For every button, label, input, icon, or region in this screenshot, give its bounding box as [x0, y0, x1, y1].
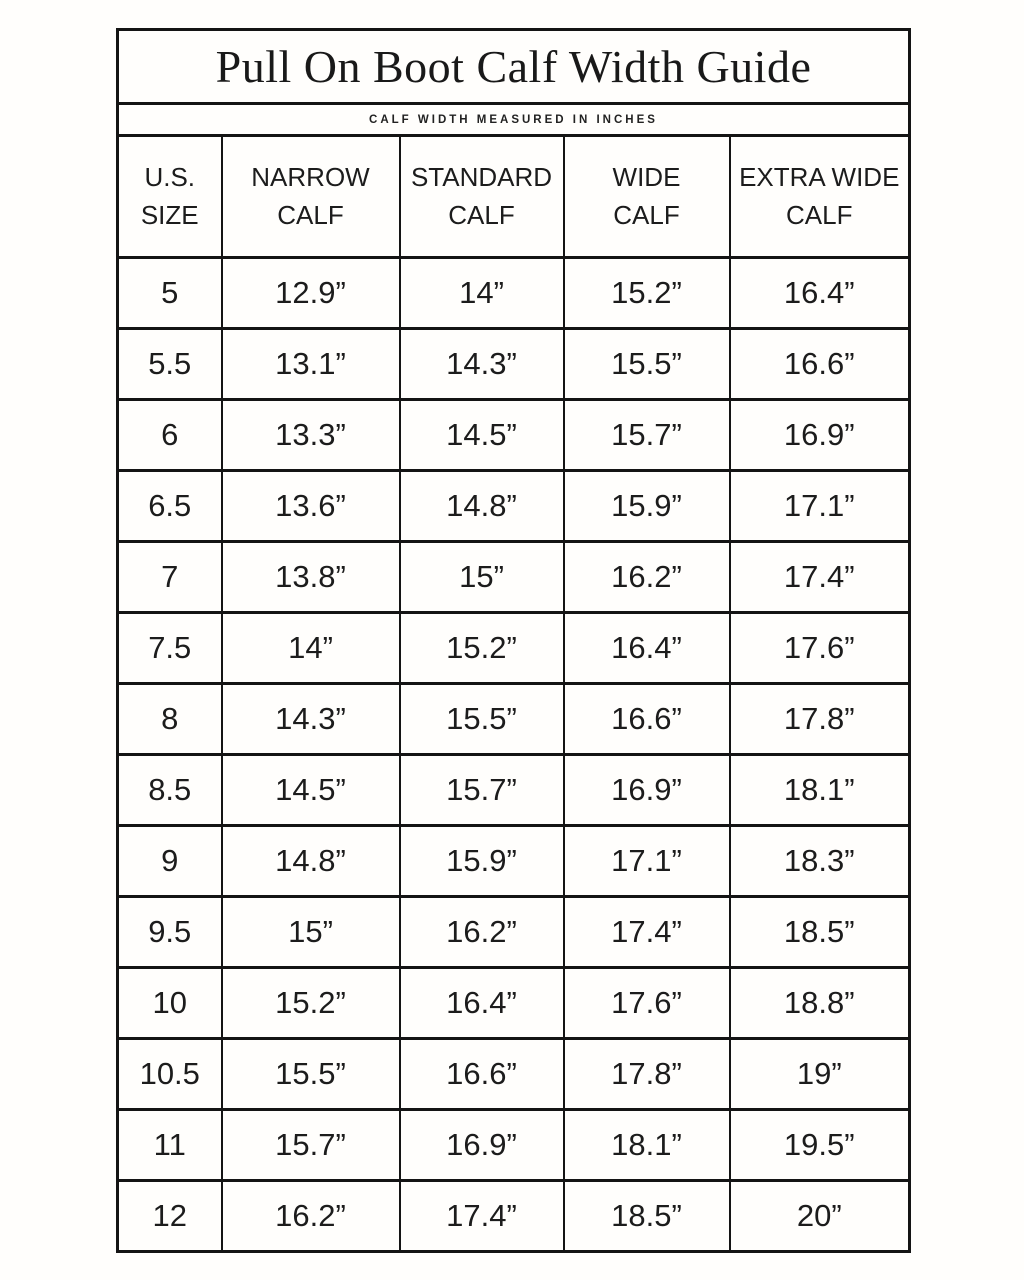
table-cell-narrow: 14.5”: [222, 755, 400, 826]
table-cell-wide: 16.4”: [564, 613, 730, 684]
table-cell-narrow: 13.1”: [222, 329, 400, 400]
column-header-line: U.S.: [144, 161, 196, 192]
table-cell-wide: 18.5”: [564, 1181, 730, 1252]
table-body: [118, 258, 910, 1252]
table-row: [118, 258, 910, 329]
table-cell-extra_wide: 19”: [730, 1039, 910, 1110]
column-header-line: SIZE: [140, 199, 199, 230]
column-header-line: CALF: [448, 199, 515, 230]
table-cell-wide: 17.6”: [564, 968, 730, 1039]
table-cell-standard: 14.8”: [400, 471, 564, 542]
table-cell-wide: 17.8”: [564, 1039, 730, 1110]
column-header-standard-calf: [400, 136, 564, 258]
table-cell-extra_wide: 17.4”: [730, 542, 910, 613]
column-header-line: CALF: [786, 199, 853, 230]
table-row: [118, 1110, 910, 1181]
table-cell-size: 6: [118, 400, 222, 471]
table-cell-narrow: 13.6”: [222, 471, 400, 542]
table-row: [118, 613, 910, 684]
table-cell-size: 7: [118, 542, 222, 613]
column-header-line: EXTRA WIDE: [739, 161, 900, 192]
table-cell-wide: 15.7”: [564, 400, 730, 471]
table-cell-wide: 16.9”: [564, 755, 730, 826]
table-cell-standard: 17.4”: [400, 1181, 564, 1252]
column-header-us-size: [118, 136, 222, 258]
table-row: [118, 400, 910, 471]
column-header-extra-wide-calf: [730, 136, 910, 258]
table-cell-extra_wide: 16.4”: [730, 258, 910, 329]
table-cell-wide: 18.1”: [564, 1110, 730, 1181]
table-row: [118, 826, 910, 897]
table-cell-wide: 16.2”: [564, 542, 730, 613]
table-cell-size: 5: [118, 258, 222, 329]
table-row: [118, 1039, 910, 1110]
table-cell-size: 10.5: [118, 1039, 222, 1110]
table-cell-wide: 15.9”: [564, 471, 730, 542]
table-cell-extra_wide: 16.6”: [730, 329, 910, 400]
table-cell-wide: 17.1”: [564, 826, 730, 897]
table-row: [118, 755, 910, 826]
table-cell-size: 8: [118, 684, 222, 755]
table-cell-extra_wide: 18.8”: [730, 968, 910, 1039]
table-cell-extra_wide: 17.6”: [730, 613, 910, 684]
table-cell-wide: 15.5”: [564, 329, 730, 400]
table-cell-narrow: 15.7”: [222, 1110, 400, 1181]
table-cell-standard: 16.9”: [400, 1110, 564, 1181]
table-cell-size: 8.5: [118, 755, 222, 826]
table-cell-extra_wide: 18.1”: [730, 755, 910, 826]
table-cell-narrow: 15”: [222, 897, 400, 968]
table-cell-narrow: 13.8”: [222, 542, 400, 613]
table-cell-extra_wide: 19.5”: [730, 1110, 910, 1181]
table-cell-standard: 15.2”: [400, 613, 564, 684]
table-cell-size: 6.5: [118, 471, 222, 542]
table-row: [118, 542, 910, 613]
table-cell-size: 7.5: [118, 613, 222, 684]
table-cell-size: 9.5: [118, 897, 222, 968]
table-cell-wide: 16.6”: [564, 684, 730, 755]
table-cell-standard: 15.9”: [400, 826, 564, 897]
table-cell-size: 12: [118, 1181, 222, 1252]
table-cell-narrow: 15.2”: [222, 968, 400, 1039]
table-cell-standard: 16.4”: [400, 968, 564, 1039]
table-cell-narrow: 14.3”: [222, 684, 400, 755]
column-header-line: CALF: [613, 199, 680, 230]
column-header-narrow-calf: [222, 136, 400, 258]
table-cell-standard: 14”: [400, 258, 564, 329]
page-subtitle: CALF WIDTH MEASURED IN INCHES: [118, 104, 910, 136]
table-cell-extra_wide: 20”: [730, 1181, 910, 1252]
page-title: Pull On Boot Calf Width Guide: [118, 30, 910, 104]
column-header-line: CALF: [277, 199, 344, 230]
table-row: [118, 471, 910, 542]
table-cell-extra_wide: 18.5”: [730, 897, 910, 968]
table-cell-narrow: 15.5”: [222, 1039, 400, 1110]
title-row: [118, 30, 910, 104]
table-cell-extra_wide: 17.8”: [730, 684, 910, 755]
table-cell-standard: 15.5”: [400, 684, 564, 755]
table-cell-standard: 16.2”: [400, 897, 564, 968]
table-row: [118, 684, 910, 755]
table-cell-size: 11: [118, 1110, 222, 1181]
table-cell-narrow: 12.9”: [222, 258, 400, 329]
table-cell-standard: 15”: [400, 542, 564, 613]
table-cell-narrow: 13.3”: [222, 400, 400, 471]
table-cell-standard: 14.3”: [400, 329, 564, 400]
table-cell-extra_wide: 16.9”: [730, 400, 910, 471]
column-header-line: WIDE: [612, 161, 681, 192]
column-header-line: STANDARD: [410, 161, 553, 192]
table-cell-wide: 17.4”: [564, 897, 730, 968]
calf-width-guide-table: [116, 28, 911, 1253]
table-cell-size: 9: [118, 826, 222, 897]
column-header-line: NARROW: [251, 161, 370, 192]
column-header-wide-calf: [564, 136, 730, 258]
table-cell-extra_wide: 18.3”: [730, 826, 910, 897]
table-row: [118, 329, 910, 400]
table-cell-size: 5.5: [118, 329, 222, 400]
subtitle-row: [118, 104, 910, 136]
table-cell-size: 10: [118, 968, 222, 1039]
table-cell-wide: 15.2”: [564, 258, 730, 329]
table-cell-narrow: 14.8”: [222, 826, 400, 897]
table-cell-standard: 15.7”: [400, 755, 564, 826]
table-cell-narrow: 14”: [222, 613, 400, 684]
table-cell-extra_wide: 17.1”: [730, 471, 910, 542]
table-cell-narrow: 16.2”: [222, 1181, 400, 1252]
table-row: [118, 968, 910, 1039]
table-cell-standard: 16.6”: [400, 1039, 564, 1110]
table-cell-standard: 14.5”: [400, 400, 564, 471]
table-row: [118, 897, 910, 968]
column-header-row: [118, 136, 910, 258]
table-row: [118, 1181, 910, 1252]
